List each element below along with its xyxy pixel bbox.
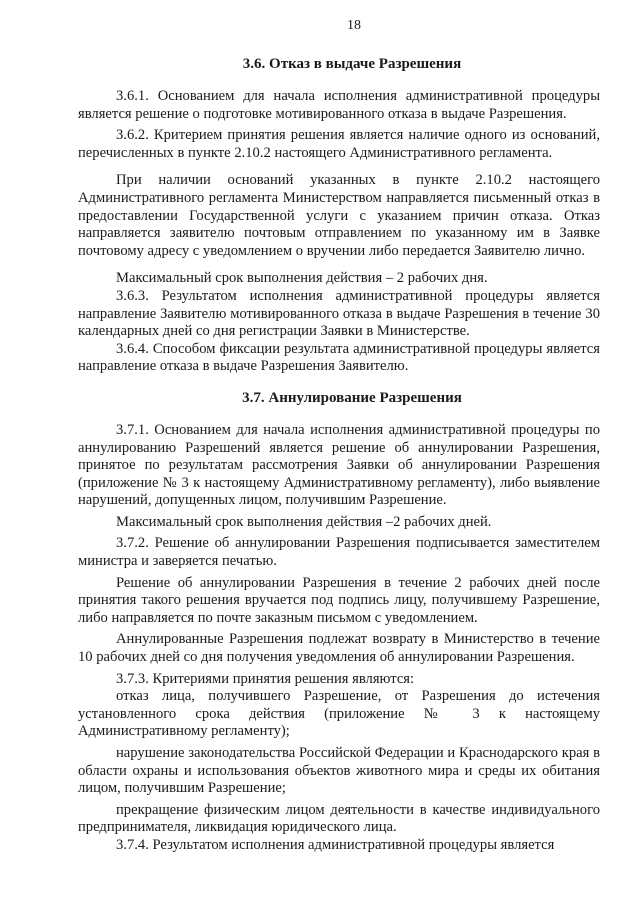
criterion-refusal: отказ лица, получившего Разрешение, от Разрешения до истечения установленного срока действия (приложение № 3 к настоящему Административному регламенту); <box>78 688 600 740</box>
paragraph-3-7-2-delivery: Решение об аннулировании Разрешения в течение 2 рабочих дней после принятия такого решения вручается под подпись лицу, получившему Разрешение, либо направляется по почте заказным письмом с уведомлением. <box>78 574 600 626</box>
paragraph-3-7-4: 3.7.4. Результатом исполнения административной процедуры является <box>116 836 555 853</box>
paragraph-3-6-deadline: Максимальный срок выполнения действия – 2 рабочих дня. <box>116 270 488 287</box>
paragraph-3-6-2: 3.6.2. Критерием принятия решения является наличие одного из оснований, перечисленных в пункте 2.10.2 настоящего Административного регламента. <box>78 127 600 161</box>
paragraph-3-6-1: 3.6.1. Основанием для начала исполнения административной процедуры является решение о подготовке мотивированного отказа в выдаче Разрешения. <box>78 88 600 122</box>
paragraph-3-7-1: 3.7.1. Основанием для начала исполнения административной процедуры по аннулированию Разрешений является решение об аннулировании Разрешения, принятое по результатам рассмотрения Заявки об аннулировании Разрешения (приложение № 3 к настоящему Административному регламенту), либо выявление нарушений, допущенных лицом, получившим Разрешение. <box>78 421 600 509</box>
page-number: 18 <box>347 18 361 33</box>
section-3-7-title: 3.7. Аннулирование Разрешения <box>242 389 462 406</box>
paragraph-3-7-2-return: Аннулированные Разрешения подлежат возврату в Министерство в течение 10 рабочих дней со дня получения уведомления об аннулировании Разрешения. <box>78 631 600 666</box>
criterion-termination: прекращение физическим лицом деятельности в качестве индивидуального предпринимателя, ликвидация юридического лица. <box>78 801 600 836</box>
paragraph-3-6-4: 3.6.4. Способом фиксации результата административной процедуры является направление отказа в выдаче Разрешения Заявителю. <box>78 340 600 375</box>
paragraph-3-7-deadline: Максимальный срок выполнения действия –2 рабочих дней. <box>116 513 492 530</box>
section-3-6-title: 3.6. Отказ в выдаче Разрешения <box>242 56 462 72</box>
paragraph-3-6-2-refusal: При наличии оснований указанных в пункте 2.10.2 настоящего Административного регламента Министерством направляется письменный отказ в предоставлении Государственной услуги с указанием причин отказа. Отказ направляется заявителю почтовым отправлением по указанному им в Заявке почтовому адресу с уведомлением о вручении либо передается Заявителю лично. <box>78 172 600 259</box>
paragraph-3-7-3: 3.7.3. Критериями принятия решения являются: <box>116 670 415 687</box>
paragraph-3-6-3: 3.6.3. Результатом исполнения административной процедуры является направление Заявителю мотивированного отказа в выдаче Разрешения в течение 30 календарных дней со дня регистрации Заявки в Министерстве. <box>78 287 600 340</box>
criterion-violation: нарушение законодательства Российской Федерации и Краснодарского края в области охраны и использования объектов животного мира и среды их обитания лицом, получившим Разрешение; <box>78 745 600 797</box>
paragraph-3-7-2: 3.7.2. Решение об аннулировании Разрешения подписывается заместителем министра и заверяется печатью. <box>78 535 600 570</box>
